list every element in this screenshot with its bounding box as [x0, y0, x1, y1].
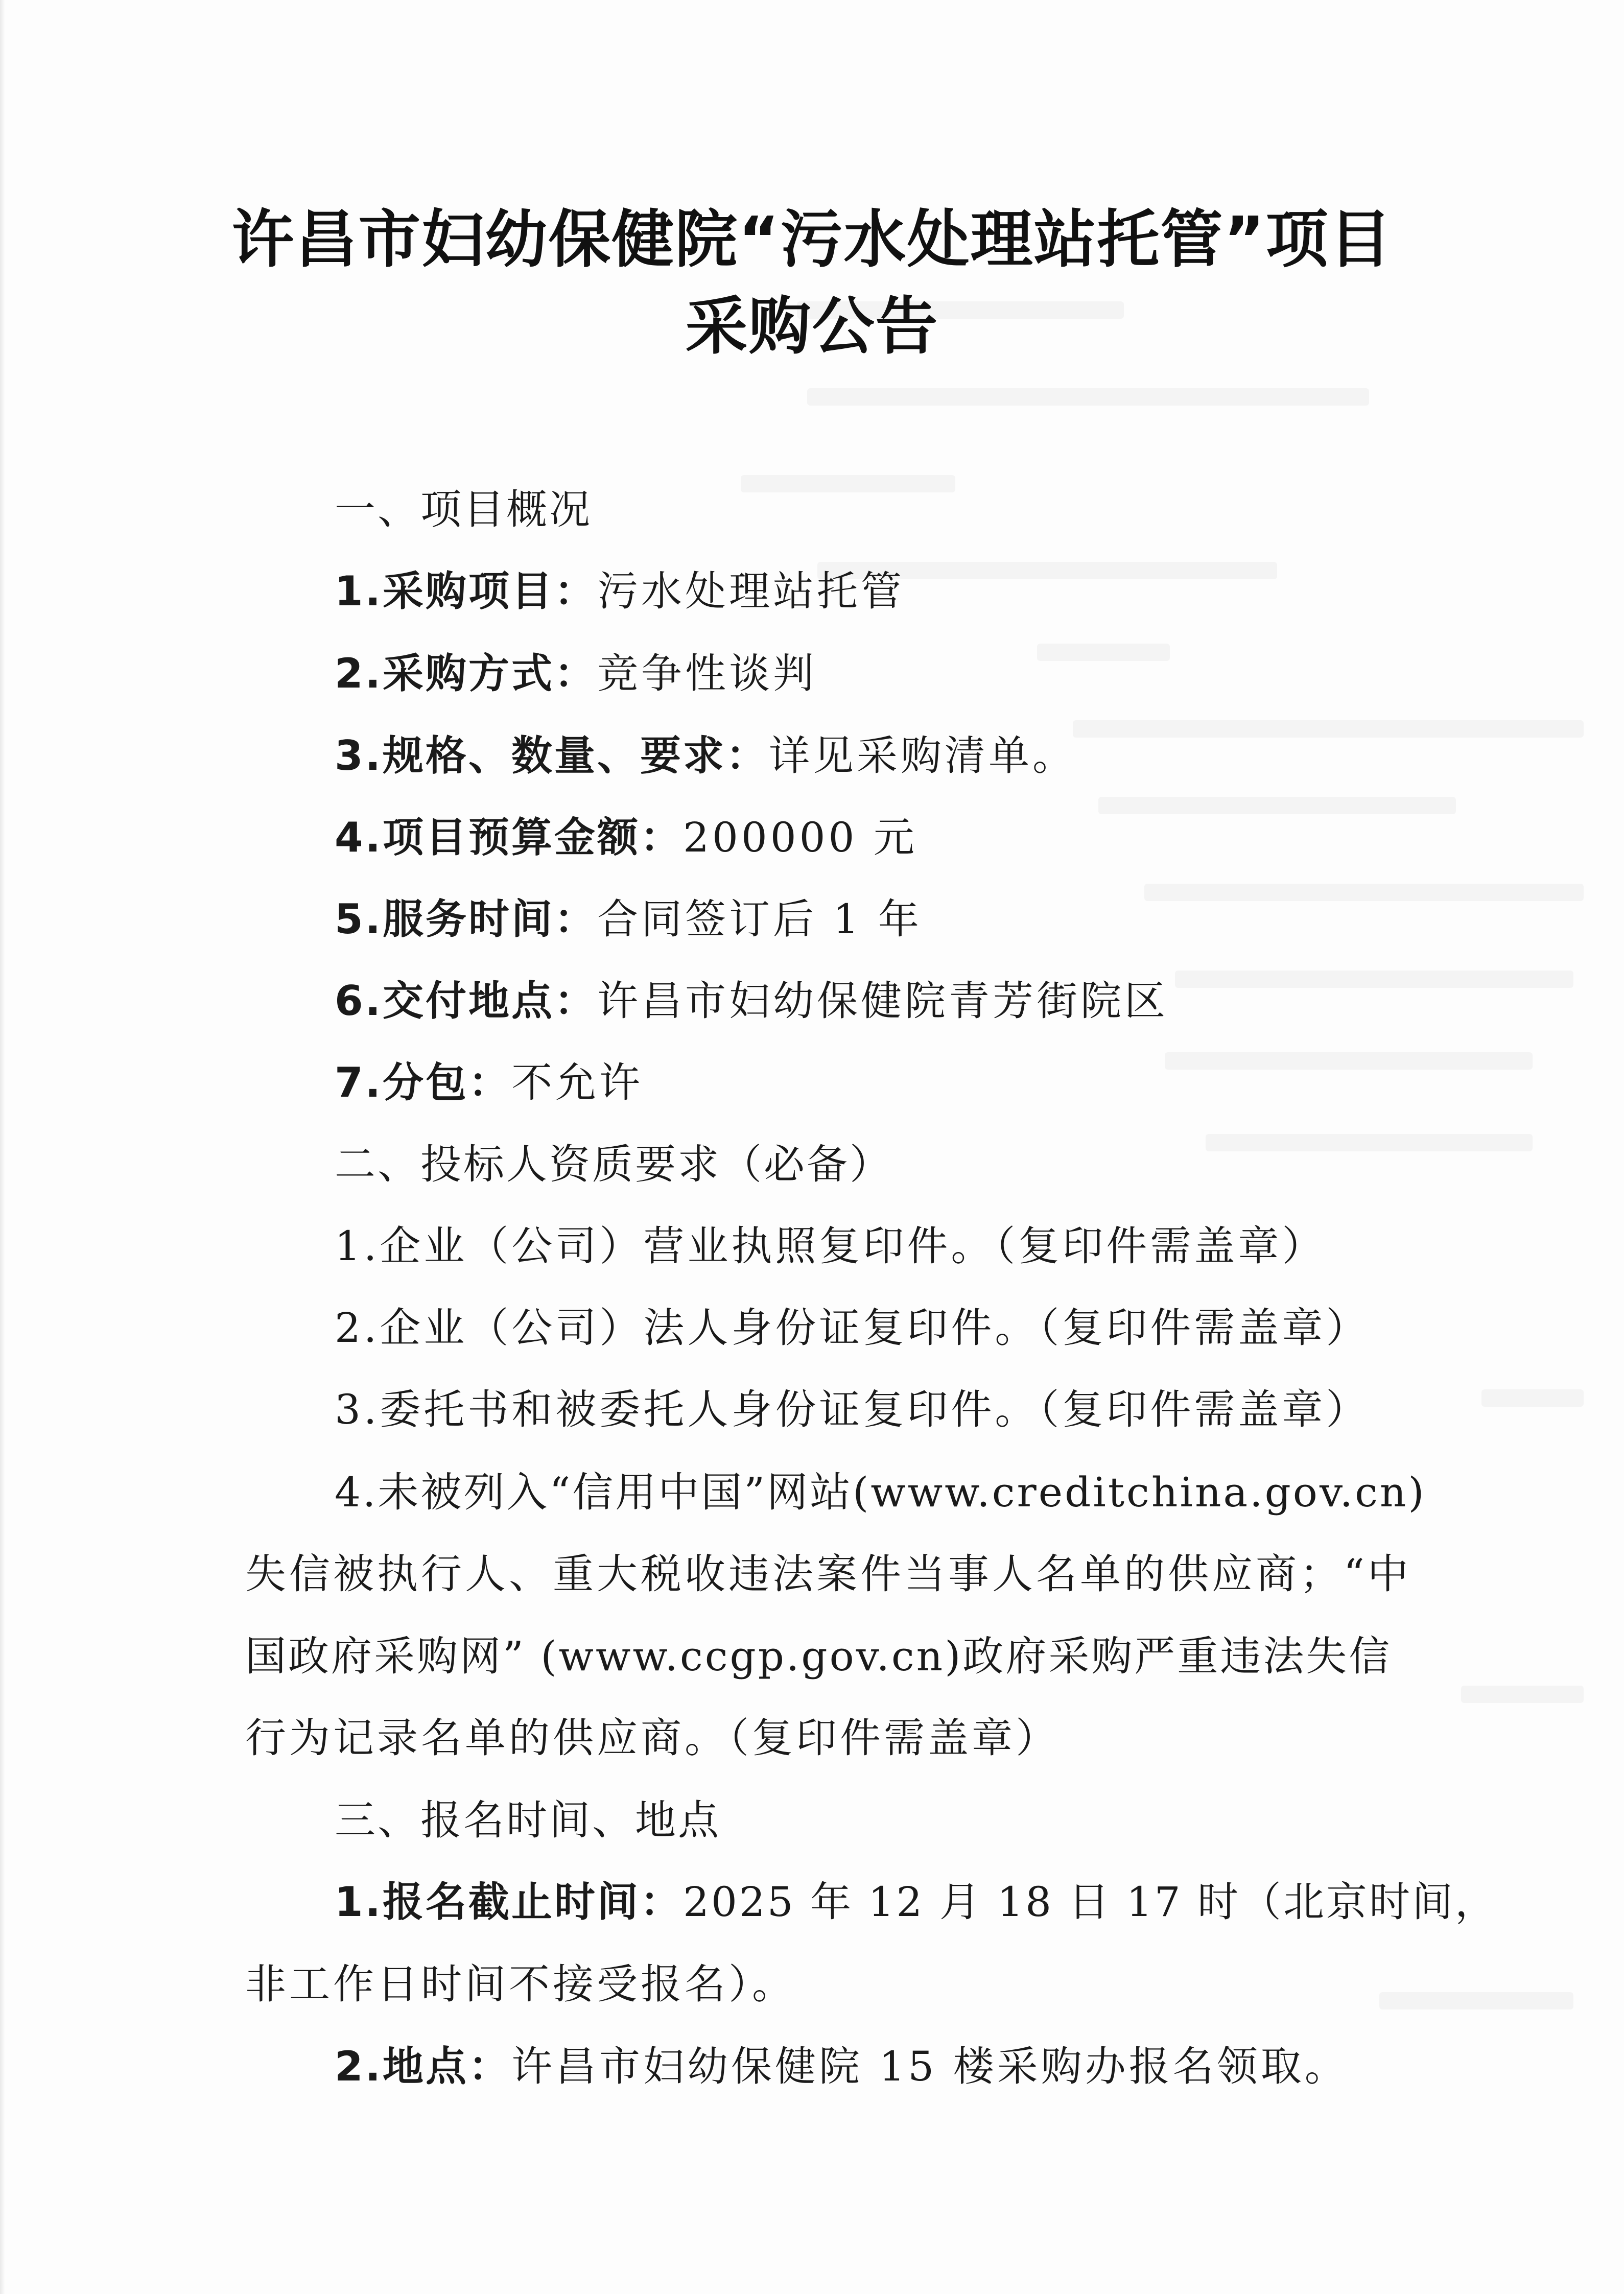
budget-value: 200000 元 [683, 814, 917, 861]
procurement-method-value: 竞争性谈判 [597, 650, 817, 697]
registration-deadline-continuation: 非工作日时间不接受报名）。 [245, 1960, 796, 2008]
document-title-line-1: 许昌市妇幼保健院“污水处理站托管”项目 [231, 203, 1393, 276]
service-time-value: 合同签订后 1 年 [597, 895, 922, 943]
service-time-row [335, 895, 922, 943]
subcontract-value: 不允许 [511, 1059, 644, 1106]
qualification-item-1: 1.企业（公司）营业执照复印件。（复印件需盖章） [335, 1222, 1326, 1270]
section-1-heading: 一、项目概况 [335, 486, 592, 533]
section-3-heading: 三、报名时间、地点 [335, 1796, 721, 1844]
registration-place-value: 许昌市妇幼保健院 15 楼采购办报名领取。 [511, 2043, 1349, 2090]
budget-row [335, 814, 917, 861]
qualification-item-4-line-4: 行为记录名单的供应商。（复印件需盖章） [245, 1714, 1060, 1762]
subcontract-label: 7.分包： [335, 1059, 512, 1106]
registration-deadline-row [335, 1878, 1498, 1926]
delivery-place-value: 许昌市妇幼保健院青芳街院区 [597, 977, 1169, 1025]
specification-label: 3.规格、数量、要求： [335, 732, 769, 779]
delivery-place-row [335, 977, 1169, 1025]
project-name-label: 1.采购项目： [335, 567, 598, 615]
registration-deadline-label: 1.报名截止时间： [335, 1878, 684, 1926]
qualification-item-2: 2.企业（公司）法人身份证复印件。（复印件需盖章） [335, 1304, 1370, 1352]
procurement-method-row [335, 650, 817, 697]
budget-label: 4.项目预算金额： [335, 814, 684, 861]
delivery-place-label: 6.交付地点： [335, 977, 598, 1025]
procurement-method-label: 2.采购方式： [335, 650, 598, 697]
qualification-item-4-line-2: 失信被执行人、重大税收违法案件当事人名单的供应商；“中 [245, 1550, 1411, 1598]
qualification-item-3: 3.委托书和被委托人身份证复印件。（复印件需盖章） [335, 1386, 1370, 1433]
project-name-row [335, 567, 905, 615]
registration-place-label: 2.地点： [335, 2043, 512, 2090]
project-name-value: 污水处理站托管 [597, 567, 905, 615]
specification-value: 详见采购清单。 [769, 732, 1077, 779]
subcontract-row [335, 1059, 644, 1106]
registration-deadline-value: 2025 年 12 月 18 日 17 时（北京时间， [683, 1878, 1498, 1926]
qualification-item-4-line-1: 4.未被列入“信用中国”网站(www.creditchina.gov.cn) [335, 1469, 1426, 1516]
service-time-label: 5.服务时间： [335, 895, 598, 943]
document-title-line-2: 采购公告 [685, 290, 939, 363]
registration-place-row [335, 2043, 1349, 2090]
section-2-heading: 二、投标人资质要求（必备） [335, 1141, 892, 1188]
specification-row [335, 732, 1077, 779]
qualification-item-4-line-3: 国政府采购网” (www.ccgp.gov.cn)政府采购严重违法失信 [245, 1633, 1392, 1680]
